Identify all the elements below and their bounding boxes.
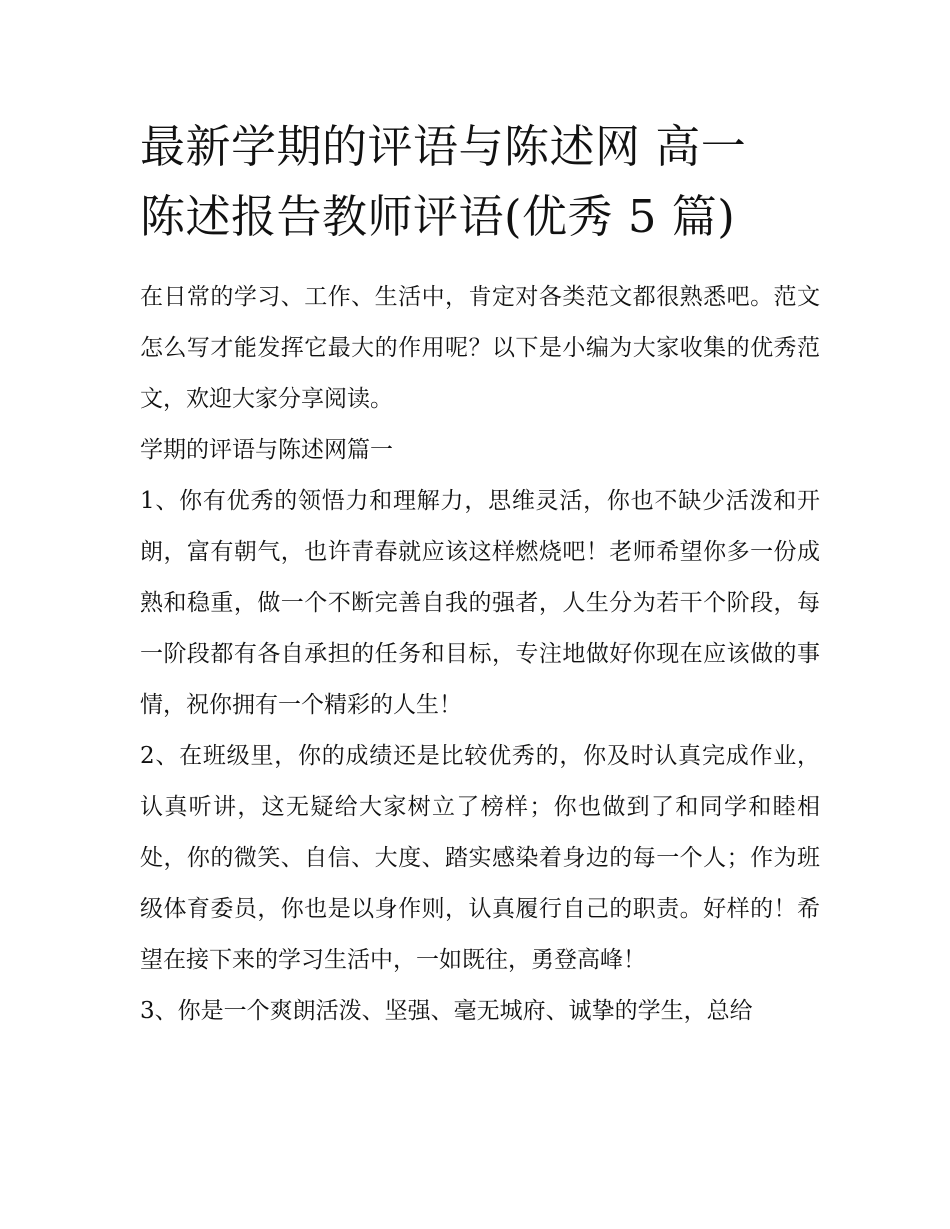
intro-paragraph: 在日常的学习、工作、生活中，肯定对各类范文都很熟悉吧。范文怎么写才能发挥它最大的作用呢？以下是小编为大家收集的优秀范文，欢迎大家分享阅读。 bbox=[140, 284, 820, 412]
section-heading: 学期的评语与陈述网篇一 bbox=[140, 437, 393, 463]
document-page bbox=[140, 0, 820, 1037]
title-line-1: 最新学期的评语与陈述网 高一 bbox=[140, 120, 747, 173]
title-line-2: 陈述报告教师评语(优秀 5 篇) bbox=[140, 190, 736, 243]
document-title bbox=[140, 112, 820, 252]
comment-paragraph-3: 3、你是一个爽朗活泼、坚强、毫无城府、诚挚的学生，总给 bbox=[140, 998, 753, 1024]
document-body bbox=[140, 272, 820, 1037]
comment-paragraph-2: 2、在班级里，你的成绩还是比较优秀的，你及时认真完成作业，认真听讲，这无疑给大家树立了榜样；你也做到了和同学和睦相处，你的微笑、自信、大度、踏实感染着身边的每一个人；作为班级体育委员，你也是以身作则，认真履行自己的职责。好样的！希望在接下来的学习生活中，一如既往，勇登高峰！ bbox=[140, 743, 820, 973]
comment-paragraph-1: 1、你有优秀的领悟力和理解力，思维灵活，你也不缺少活泼和开朗，富有朝气，也许青春就应该这样燃烧吧！老师希望你多一份成熟和稳重，做一个不断完善自我的强者，人生分为若干个阶段，每一阶段都有各自承担的任务和目标，专注地做好你现在应该做的事情，祝你拥有一个精彩的人生！ bbox=[140, 488, 820, 718]
